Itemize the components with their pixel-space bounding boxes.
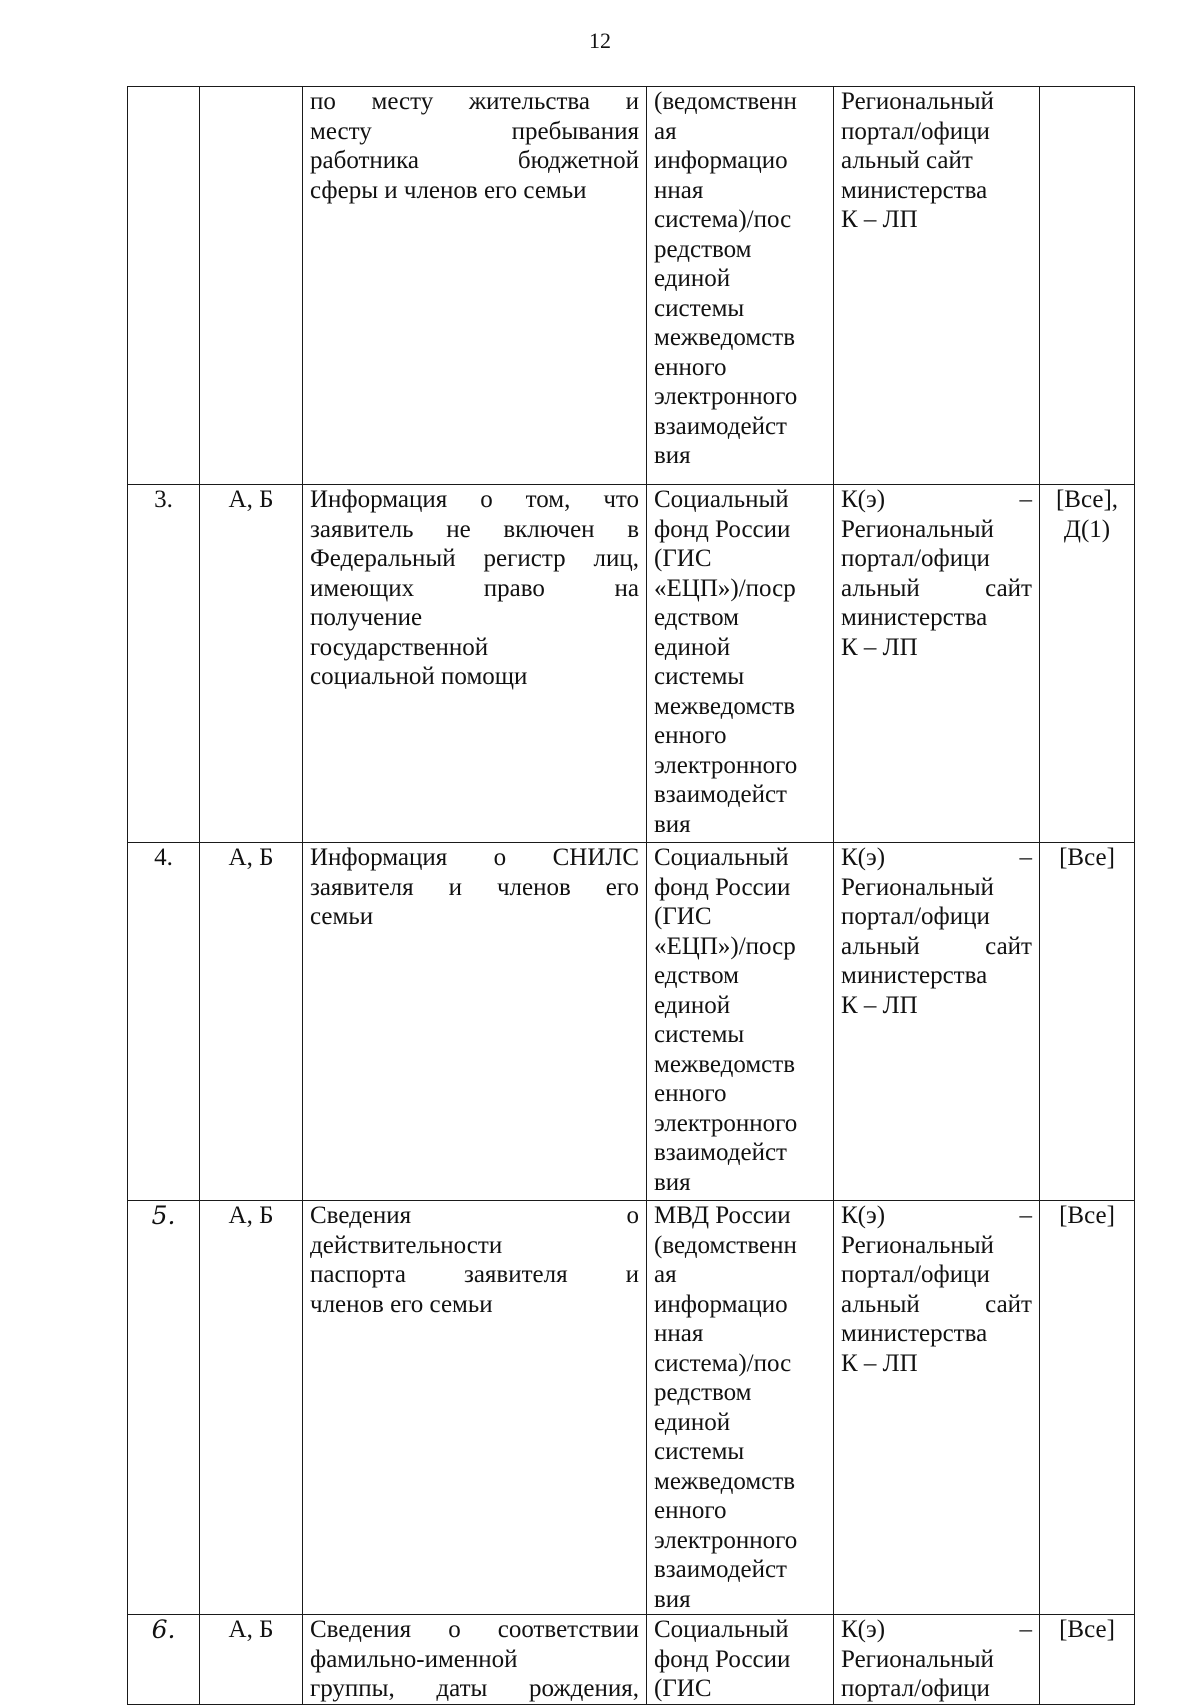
cell-line: заявитель не включен в [310,515,639,543]
cell-line: [Все] [1059,844,1115,871]
cell-line: (ведомственн [654,1231,797,1259]
cell-line: фонд России [654,515,791,543]
cell-line: МВД России [654,1202,791,1229]
cell-line: электронного [654,751,798,779]
table-row [128,87,1135,485]
category-cell: А, Б [200,1201,303,1615]
cell-line: межведомств [654,324,796,351]
cell-line: имеющих право на [310,574,639,602]
condition-cell [1040,1201,1135,1615]
source-cell [647,87,834,485]
cell-line: Социальный [654,1616,789,1643]
cell-line: социальной помощи [310,663,528,690]
cell-line: [Все] [1059,1202,1115,1229]
cell-line: Д(1) [1063,515,1111,543]
cell-line: межведомств [654,1467,796,1495]
cell-line: системы [654,663,745,690]
table-row [128,843,1135,1201]
services-table [127,86,1135,1705]
cell-line: нная [654,1320,704,1347]
cell-line: Сведения о соответствии [310,1616,639,1643]
cell-line: министерства [841,604,988,631]
cell-line: сферы и членов его семьи [310,176,587,204]
cell-line: системы [654,1021,745,1048]
cell-line: государственной [310,633,489,661]
table-row [128,1201,1135,1615]
cell-line: вия [654,1585,691,1613]
cell-line: (ведомственн [654,88,797,115]
source-cell [647,843,834,1201]
cell-line: семьи [310,903,374,930]
cell-line: енного [654,722,727,749]
cell-line: К – ЛП [841,991,918,1019]
cell-line: Региональный [841,515,994,543]
cell-line: (ГИС [654,545,712,572]
cell-line: нная [654,176,704,204]
channel-cell [834,485,1040,843]
category-cell [200,87,303,485]
description-cell [303,843,647,1201]
cell-line: редством [654,1379,752,1406]
description-cell [303,1201,647,1615]
cell-line: «ЕЦП»)/поср [654,932,796,960]
cell-line: енного [654,353,727,381]
row-number-cell: 5. [128,1201,200,1615]
page-number: 12 [589,28,611,53]
source-cell [647,485,834,843]
cell-line: портал/офици [841,1261,990,1288]
row-number-cell [128,87,200,485]
cell-line: К – ЛП [841,206,918,233]
cell-line: министерства [841,176,988,204]
table-row [128,485,1135,843]
cell-line: работника бюджетной [310,147,639,174]
cell-line: единой [654,991,731,1019]
row-number-cell: 6. [128,1615,200,1705]
cell-line: Сведения о [310,1202,639,1229]
cell-line: система)/пос [654,1349,792,1377]
cell-line: система)/пос [654,206,792,233]
cell-line: межведомств [654,1050,796,1078]
table-row [128,1615,1135,1705]
cell-line: ая [654,117,677,145]
cell-line: системы [654,294,745,322]
cell-line: портал/офици [841,1675,990,1702]
cell-line: енного [654,1497,727,1524]
cell-line: портал/офици [841,545,990,572]
cell-line: К(э) – [841,1616,1032,1643]
cell-line: министерства [841,1320,988,1347]
cell-line: альный сайт [841,932,1032,960]
cell-line: по месту жительства и [310,88,639,115]
cell-line: информацио [654,147,788,174]
cell-line: группы, даты рождения, [310,1675,639,1702]
cell-line: паспорта заявителя и [310,1261,639,1288]
cell-line: министерства [841,962,988,989]
cell-line: электронного [654,383,798,410]
cell-line: [Все], [1055,486,1119,513]
cell-line: единой [654,265,731,292]
cell-line: [Все] [1059,1616,1115,1643]
cell-line: едством [654,962,739,989]
condition-cell [1040,485,1135,843]
cell-line: вия [654,442,691,469]
cell-line: Региональный [841,873,994,901]
cell-line: (ГИС [654,903,712,930]
cell-line: енного [654,1080,727,1107]
cell-line: месту пребывания [310,117,639,145]
cell-line: портал/офици [841,117,990,145]
condition-cell [1040,1615,1135,1705]
cell-line: фамильно-именной [310,1645,518,1673]
description-cell [303,1615,647,1705]
cell-line: получение [310,604,423,631]
category-cell: А, Б [200,485,303,843]
cell-line: вия [654,1168,691,1196]
description-cell [303,485,647,843]
cell-line: едством [654,604,739,631]
cell-line: Федеральный регистр лиц, [310,545,639,572]
cell-line: ая [654,1261,677,1288]
cell-line: К(э) – [841,1202,1032,1229]
row-number-cell: 3. [128,485,200,843]
row-number-cell: 4. [128,843,200,1201]
cell-line: альный сайт [841,1290,1032,1318]
cell-line: Региональный [841,88,994,115]
category-cell: А, Б [200,843,303,1201]
source-cell [647,1615,834,1705]
cell-line: действительности [310,1231,503,1259]
cell-line: электронного [654,1109,798,1137]
cell-line: К(э) – [841,844,1032,871]
source-cell [647,1201,834,1615]
cell-line: К – ЛП [841,633,918,661]
cell-line: редством [654,235,752,263]
cell-line: фонд России [654,873,791,901]
category-cell: А, Б [200,1615,303,1705]
cell-line: членов его семьи [310,1290,493,1318]
cell-line: «ЕЦП»)/поср [654,574,796,602]
cell-line: электронного [654,1526,798,1554]
cell-line: фонд России [654,1645,791,1673]
table-body [128,87,1135,1705]
channel-cell [834,1201,1040,1615]
cell-line: заявителя и членов его [310,873,639,901]
cell-line: портал/офици [841,903,990,930]
cell-line: альный сайт [841,147,973,174]
cell-line: взаимодейст [654,412,787,440]
cell-line: информацио [654,1290,788,1318]
cell-line: (ГИС [654,1675,712,1702]
condition-cell [1040,87,1135,485]
cell-line: К(э) – [841,486,1032,513]
cell-line: Региональный [841,1645,994,1673]
channel-cell [834,843,1040,1201]
cell-line: межведомств [654,692,796,720]
cell-line: Региональный [841,1231,994,1259]
channel-cell [834,1615,1040,1705]
cell-line: единой [654,633,731,661]
cell-line: Социальный [654,486,789,513]
cell-line: вия [654,810,691,838]
cell-line: взаимодейст [654,781,787,808]
cell-line: единой [654,1408,731,1436]
cell-line: системы [654,1438,745,1465]
condition-cell [1040,843,1135,1201]
description-cell [303,87,647,485]
cell-line: взаимодейст [654,1556,787,1583]
cell-line: Информация о том, что [310,486,639,513]
cell-line: взаимодейст [654,1139,787,1166]
cell-line: К – ЛП [841,1349,918,1377]
cell-line: альный сайт [841,574,1032,602]
cell-line: Социальный [654,844,789,871]
cell-line: Информация о СНИЛС [310,844,639,871]
channel-cell [834,87,1040,485]
